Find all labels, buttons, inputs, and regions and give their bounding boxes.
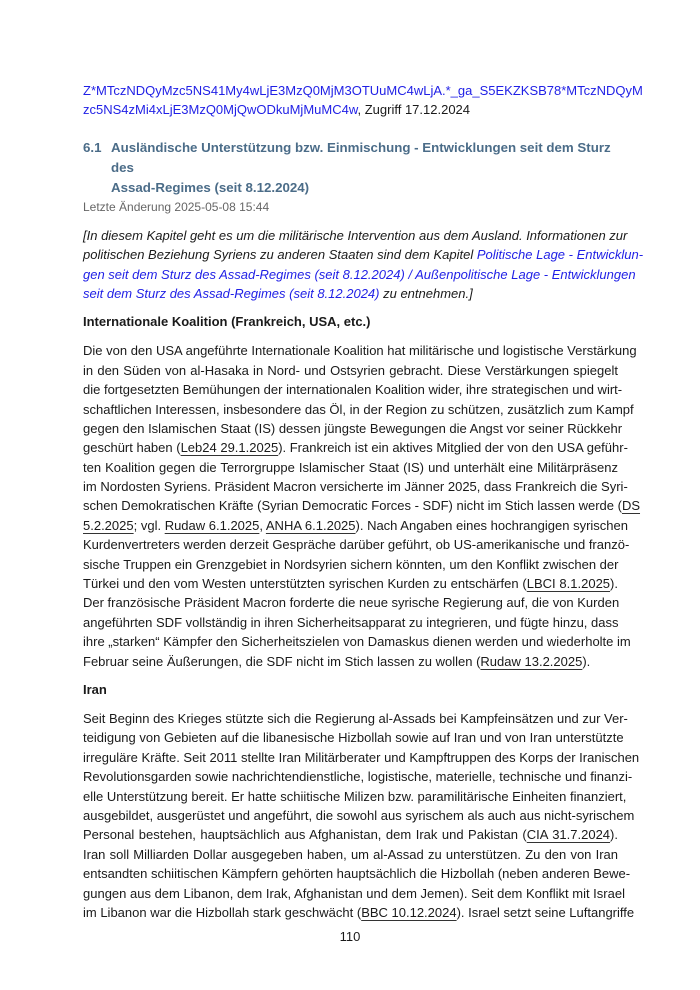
section-heading	[83, 138, 618, 198]
text-span: ; vgl.	[133, 517, 165, 533]
text-line	[83, 400, 634, 419]
text-line	[83, 265, 636, 284]
reference-tail	[83, 81, 643, 120]
text-span: politischen Beziehung Syriens zu anderen Staaten sind dem Kapitel	[83, 247, 477, 263]
text-line	[83, 341, 637, 360]
text-line	[83, 361, 618, 380]
text-line	[83, 787, 627, 806]
text-span: in den Süden von al-Hasaka in Nord- und Ostsyrien gebracht. Diese Verstärkungen spiegelt	[83, 362, 618, 378]
text-span: gegen den Islamischen Staat (IS) dessen jüngste Bewegungen die Angst vor seiner Rückkehr	[83, 420, 623, 436]
text-span: ,	[259, 517, 266, 533]
citation-link[interactable]: ANHA 6.1.2025	[265, 517, 356, 533]
text-span: ).	[610, 576, 618, 592]
text-line	[83, 728, 624, 747]
text-span: Türkei und den vom Westen unterstützten syrischen Kurden zu entschärfen (	[83, 576, 527, 592]
text-span: Die von den USA angeführte Internationale Koalition hat militärische und logistische Verstärkung	[83, 343, 637, 359]
citation-link[interactable]: BBC 10.12.2024	[361, 904, 457, 920]
section-title-line: Ausländische Unterstützung bzw. Einmischung - Entwicklungen seit dem Sturz des	[111, 139, 611, 175]
text-line	[83, 632, 631, 651]
text-line	[83, 903, 635, 922]
text-line	[83, 226, 628, 245]
text-line	[83, 884, 625, 903]
text-line	[83, 652, 618, 671]
hyperlink[interactable]: zc5NS4zMi4xLjE3MzQ0MjQwODkuMjMuMC4w	[83, 102, 358, 118]
citation-link[interactable]: Rudaw 13.2.2025	[480, 653, 583, 669]
hyperlink[interactable]: gen seit dem Sturz des Assad-Regimes (seit 8.12.2024) / Außenpolitische Lage - Entwicklungen	[83, 266, 636, 282]
text-line	[83, 825, 618, 844]
hyperlink[interactable]: seit dem Sturz des Assad-Regimes (seit 8.12.2024)	[83, 285, 380, 301]
text-span: Personal bestehen, hauptsächlich aus Afghanistan, dem Irak und Pakistan (	[83, 827, 527, 843]
hyperlink[interactable]: Z*MTczNDQyMzc5NS41My4wLjE3MzQ0MjM3OTUuMC4wLjA.*_ga_S5EKZKSB78*MTczNDQyM	[83, 83, 643, 98]
text-span: Der französische Präsident Macron forderte die neue syrische Regierung auf, die von Kurden	[83, 595, 620, 611]
citation-link[interactable]: Leb24 29.1.2025	[180, 440, 279, 456]
text-line	[83, 81, 643, 100]
text-line	[83, 864, 631, 883]
text-span: ten Koalition gegen die Terrorgruppe Islamischer Staat (IS) und unterhält eine Militärpräsenz	[83, 459, 618, 475]
text-line	[83, 380, 623, 399]
text-span: [In diesem Kapitel geht es um die militärische Intervention aus dem Ausland. Informationen zur	[83, 227, 628, 243]
text-span: Revolutionsgarden sowie nachrichtendienstliche, logistische, materielle, technische und finanzi-	[83, 769, 633, 785]
citation-link[interactable]: Rudaw 6.1.2025	[164, 517, 260, 533]
paragraph	[83, 709, 640, 922]
text-span: schen Demokratischen Kräfte (Syrian Democratic Forces - SDF) nicht im Stich lassen werde (	[83, 498, 622, 514]
text-span: Kurdenvertreters werden derzeit Gespräche darüber geführt, ob US-amerikanische und franzö-	[83, 537, 630, 553]
text-span: im Libanon war die Hizbollah stark geschwächt (	[83, 904, 362, 920]
text-line	[83, 535, 630, 554]
text-line	[83, 574, 618, 593]
text-line	[83, 284, 618, 303]
text-span: irreguläre Kräfte. Seit 2011 stellte Iran Militärberater und Kampftruppen des Korps der Iranischen	[83, 749, 640, 765]
citation-link[interactable]: DS	[621, 498, 641, 514]
text-span: teidigung von Gebieten auf die libanesische Hizbollah sowie auf Iran und von Iran unterstützte	[83, 730, 624, 746]
citation-link[interactable]: 5.2.2025	[83, 517, 134, 533]
text-line	[83, 748, 640, 767]
text-line	[83, 709, 628, 728]
document-page	[83, 81, 644, 922]
text-line	[83, 496, 641, 515]
hyperlink[interactable]: Politische Lage - Entwicklun-	[476, 247, 644, 263]
paragraph	[83, 341, 641, 671]
text-span: zu entnehmen.]	[379, 285, 473, 301]
citation-link[interactable]: CIA 31.7.2024	[526, 827, 611, 843]
text-span: entsandten schiitischen Kämpfern gehörten hauptsächlich die Hizbollah (neben anderen Bewe-	[83, 866, 631, 882]
text-span: ausgebildet, ausgerüstet und angeführt, die sowohl aus syrischem als auch aus nicht-syrischem	[83, 807, 635, 823]
section-number: 6.1	[83, 139, 102, 155]
text-line	[83, 477, 628, 496]
text-span: Februar seine Äußerungen, die SDF nicht im Stich lassen zu wollen (	[83, 653, 481, 669]
text-span: geschürt haben (	[83, 440, 181, 456]
text-span: Seit Beginn des Krieges stützte sich die Regierung al-Assads bei Kampfeinsätzen und zur Ver-	[83, 710, 628, 726]
text-line	[83, 555, 618, 574]
intro-note	[83, 226, 644, 304]
text-span: ).	[582, 653, 591, 669]
text-span: ihre „starken“ Kämpfer den Sicherheitszielen von Damaskus dienen werden und wiederholte im	[83, 634, 631, 650]
text-span: im Nordosten Syriens. Präsident Macron versicherte im Jänner 2025, dass Frankreich die Syri-	[83, 479, 628, 495]
text-span: ).	[610, 827, 618, 843]
text-span: ). Israel setzt seine Luftangriffe	[456, 904, 635, 920]
subsection-heading: Internationale Koalition (Frankreich, USA, etc.)	[83, 314, 371, 330]
text-line	[83, 100, 618, 119]
text-line	[83, 458, 618, 477]
text-span: , Zugriff 17.12.2024	[357, 102, 471, 118]
text-line	[83, 245, 644, 264]
subsection-heading: Iran	[83, 681, 107, 697]
text-span: die fortgesetzten Bemühungen der internationalen Koalition wider, ihre strategischen und wirt-	[83, 382, 623, 398]
text-span: gungen aus dem Libanon, dem Irak, Afghanistan und dem Jemen). Seit dem Konflikt mit Israel	[83, 885, 625, 901]
text-line	[83, 419, 623, 438]
text-span: elle Unterstützung bereit. Er hatte schiitische Milizen bzw. paramilitärische Einheiten finanziert,	[83, 788, 627, 804]
text-span: Iran soll Milliarden Dollar ausgegeben haben, um al-Assad zu unterstützen. Zu den von Iran	[83, 846, 618, 862]
citation-link[interactable]: LBCI 8.1.2025	[526, 576, 611, 592]
text-line	[83, 806, 635, 825]
text-span: ). Nach Angaben eines hochrangigen syrischen	[355, 517, 628, 533]
text-span: sische Truppen ein Grenzgebiet in Nordsyrien sichern könnten, um den Konflikt zwischen der	[83, 556, 619, 572]
text-span: schaftlichen Interessen, insbesondere das Öl, in der Region zu schützen, zusätzlich zum Kampf	[83, 401, 634, 417]
text-span: ). Frankreich ist ein aktives Mitglied der von den USA geführ-	[278, 440, 628, 456]
section-title-line: Assad-Regimes (seit 8.12.2024)	[111, 179, 310, 195]
text-line	[83, 593, 618, 612]
text-line	[83, 438, 628, 457]
text-line	[83, 767, 633, 786]
page-number: 110	[339, 929, 361, 944]
text-line	[83, 516, 628, 535]
last-modified: Letzte Änderung 2025-05-08 15:44	[83, 199, 270, 214]
text-span: angeführten SDF vollständig in ihren Sicherheitsapparat zu integrieren, und fügte hinzu, dass	[83, 614, 619, 630]
text-line	[83, 845, 618, 864]
text-line	[83, 613, 618, 632]
